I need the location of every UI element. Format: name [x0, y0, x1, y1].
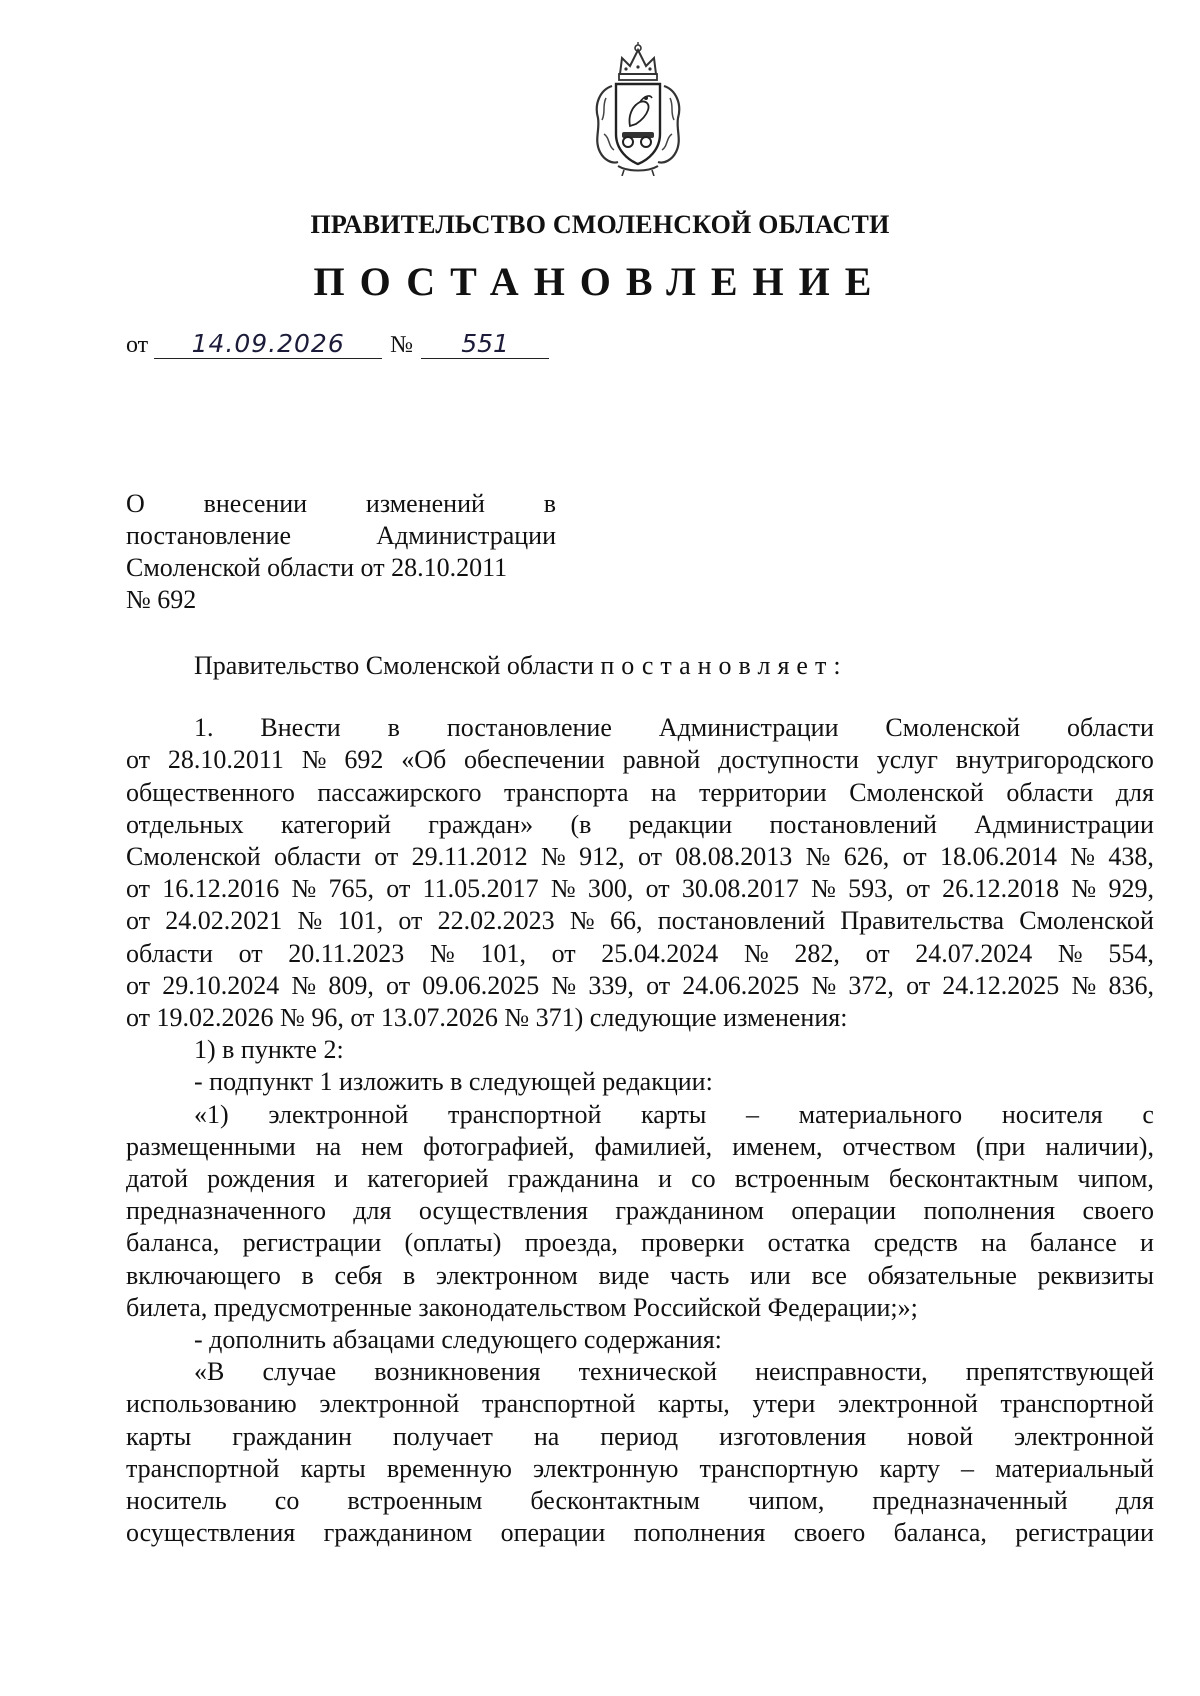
word: отдельных [126, 809, 244, 839]
word: № [291, 970, 317, 1000]
word: от [238, 938, 263, 968]
word: 593, [848, 874, 894, 904]
document-type-title: ПОСТАНОВЛЕНИЕ [313, 259, 887, 304]
word: 30.08.2017 [681, 874, 799, 904]
word: постановлений [657, 906, 826, 936]
word: гражданина [507, 1164, 639, 1194]
body-line: - подпункт 1 изложить в следующей редакции: [194, 1067, 713, 1097]
word: использованию [126, 1389, 297, 1419]
body-line [126, 905, 1154, 937]
word: пассажирского [317, 777, 482, 807]
word: от [551, 938, 576, 968]
word: регистрации [242, 1228, 382, 1258]
word: Смоленской [1019, 906, 1154, 936]
word: постановлений [769, 809, 937, 839]
word: чипом, [1077, 1164, 1154, 1194]
word: операции [500, 1518, 606, 1548]
word: баланса, [893, 1518, 987, 1548]
word: 836, [1108, 970, 1154, 1000]
word: временную [386, 1453, 512, 1483]
word: и [1140, 1228, 1154, 1258]
word: 438, [1108, 842, 1154, 872]
word: № [291, 874, 317, 904]
word: «В [194, 1357, 225, 1387]
word: транспортной [1000, 1389, 1154, 1419]
word: нем [361, 1131, 404, 1161]
word: 809, [328, 970, 374, 1000]
body-line [126, 841, 1154, 873]
word: баланса, [126, 1228, 220, 1258]
body-line [126, 1421, 1154, 1453]
word: своего [793, 1518, 866, 1548]
word: размещенными [126, 1131, 296, 1161]
word: Смоленской [126, 842, 261, 872]
word: от [902, 842, 927, 872]
word: возникновения [374, 1357, 541, 1387]
word: области [273, 842, 361, 872]
word: № [540, 842, 566, 872]
word: средств [873, 1228, 958, 1258]
word: проезда, [524, 1228, 618, 1258]
body-line: билета, предусмотренные законодательством Российской Федерации;»; [126, 1292, 918, 1322]
word: обеспечении [464, 745, 605, 775]
word: регистрации [1015, 1518, 1154, 1548]
word: электронной [268, 1099, 409, 1129]
word: области [1067, 713, 1154, 743]
word: на [315, 1131, 342, 1161]
word: в [301, 1260, 314, 1290]
word: транспортной [447, 1099, 602, 1129]
word: № [1057, 938, 1083, 968]
word: носитель [126, 1486, 227, 1516]
preamble: Правительство Смоленской области постановляет: [194, 651, 848, 680]
word: Администрации [658, 713, 839, 743]
word: в [387, 713, 400, 743]
subject-line-3: Смоленской области от 28.10.2011 [126, 553, 508, 582]
word: рождения [207, 1164, 316, 1194]
word: гражданином [323, 1518, 473, 1548]
body-line [126, 1099, 1154, 1131]
word: территории [699, 777, 827, 807]
word: равной [622, 745, 701, 775]
word: Правительства [840, 906, 1004, 936]
word: 08.08.2013 [675, 842, 793, 872]
word: от [386, 970, 411, 1000]
word: 20.11.2023 [288, 938, 405, 968]
word: технической [578, 1357, 718, 1387]
word: и [658, 1164, 672, 1194]
word: услуг [876, 745, 938, 775]
word: 24.06.2025 [682, 970, 800, 1000]
word: транспортной [126, 1453, 280, 1483]
word: транспортной [481, 1389, 636, 1419]
word: постановление [446, 713, 612, 743]
word: материальный [995, 1453, 1154, 1483]
word: Смоленской [885, 713, 1021, 743]
word: для [353, 1196, 392, 1226]
word: себя [334, 1260, 383, 1290]
word: гражданином [615, 1196, 764, 1226]
word: от [865, 938, 890, 968]
document-body [126, 650, 1154, 1549]
word: на [533, 1421, 560, 1451]
word: наличии), [1045, 1131, 1154, 1161]
word: электронной [837, 1389, 978, 1419]
word: 25.04.2024 [601, 938, 719, 968]
word: № [743, 938, 769, 968]
body-line: - дополнить абзацами следующего содержания: [194, 1325, 722, 1355]
body-line [126, 1195, 1154, 1227]
word: категорией [367, 1164, 489, 1194]
date-number-line [126, 330, 549, 359]
word: № [297, 906, 323, 936]
subject-block [126, 488, 556, 616]
word: материального [798, 1099, 963, 1129]
word: от [906, 970, 931, 1000]
word: Администрации [974, 809, 1154, 839]
word: датой [126, 1164, 189, 1194]
body-line [126, 938, 1154, 970]
word: фамилией, [594, 1131, 713, 1161]
word: 22.02.2023 [437, 906, 555, 936]
word: № [811, 874, 836, 904]
word: 11.05.2017 [422, 874, 539, 904]
body-line [126, 712, 1154, 744]
body-line [126, 777, 1154, 809]
word: проверки [641, 1228, 745, 1258]
body-line [126, 1356, 1154, 1388]
body-line [126, 970, 1154, 1002]
body-line: от 19.02.2026 № 96, от 13.07.2026 № 371) следующие изменения: [126, 1003, 848, 1033]
word: Внести [260, 713, 341, 743]
word: от [126, 874, 151, 904]
word: период [600, 1421, 679, 1451]
word: (оплаты) [404, 1228, 502, 1258]
word: все [811, 1260, 847, 1290]
word: 554, [1108, 938, 1154, 968]
word: неисправности, [755, 1357, 928, 1387]
word: № [551, 970, 577, 1000]
word: со [274, 1486, 300, 1516]
body-line [126, 873, 1154, 905]
word: № [1071, 970, 1097, 1000]
word: 929, [1108, 874, 1154, 904]
word: часть [670, 1260, 730, 1290]
word: граждан» [428, 809, 534, 839]
word: карты [300, 1453, 366, 1483]
body-text-lines [126, 712, 1154, 1549]
handwritten-number: 551 [421, 330, 549, 359]
word: своего [1082, 1196, 1154, 1226]
word: электронной [1014, 1421, 1154, 1451]
word: карты [126, 1421, 192, 1451]
word: от [126, 745, 151, 775]
word: новой [907, 1421, 974, 1451]
subject-line-1: О внесении изменений в [126, 489, 556, 518]
word: транспорта [504, 777, 629, 807]
word: (в [570, 809, 592, 839]
word: включающего [126, 1260, 281, 1290]
body-line [126, 1227, 1154, 1259]
word: от [126, 906, 151, 936]
word: электронную [532, 1453, 679, 1483]
word: электронном [435, 1260, 578, 1290]
word: препятствующей [965, 1357, 1154, 1387]
word: от [646, 970, 671, 1000]
word: от [905, 874, 930, 904]
word: 29.10.2024 [162, 970, 280, 1000]
word: – [746, 1099, 759, 1129]
word: № [1071, 874, 1097, 904]
word: 339, [588, 970, 634, 1000]
word: № [550, 874, 576, 904]
word: 300, [587, 874, 634, 904]
word: (при [975, 1131, 1026, 1161]
body-line [126, 1131, 1154, 1163]
word: карту [879, 1453, 940, 1483]
word: № [429, 938, 455, 968]
word: № [811, 970, 837, 1000]
word: области [126, 938, 213, 968]
word: электронной [319, 1389, 460, 1419]
word: обязательные [867, 1260, 1017, 1290]
word: с [1142, 1099, 1154, 1129]
word: на [981, 1228, 1007, 1258]
word: карты [641, 1099, 707, 1129]
subject-line-2: постановление Администрации [126, 521, 556, 550]
word: встроенным [734, 1164, 870, 1194]
word: осуществления [418, 1196, 589, 1226]
word: для [1115, 1486, 1154, 1516]
word: от [637, 842, 662, 872]
word: карты, [658, 1389, 730, 1419]
word: редакции [628, 809, 733, 839]
body-line [126, 1163, 1154, 1195]
government-title: ПРАВИТЕЛЬСТВО СМОЛЕНСКОЙ ОБЛАСТИ [310, 210, 890, 239]
word: 29.11.2012 [411, 842, 528, 872]
word: встроенным [347, 1486, 483, 1516]
word: предназначенный [872, 1486, 1068, 1516]
body-line [126, 1453, 1154, 1485]
word: отчеством [842, 1131, 956, 1161]
word: остатка [767, 1228, 851, 1258]
word: изготовления [719, 1421, 867, 1451]
word: бесконтактным [888, 1164, 1059, 1194]
smolensk-coat-of-arms-icon [582, 40, 694, 176]
word: от [398, 906, 423, 936]
word: № [301, 745, 327, 775]
word: № [805, 842, 831, 872]
word: категорий [281, 809, 391, 839]
word: реквизиты [1037, 1260, 1154, 1290]
word: в [402, 1260, 416, 1290]
word: 18.06.2014 [939, 842, 1057, 872]
word: носителя [1001, 1099, 1103, 1129]
word: 09.06.2025 [422, 970, 540, 1000]
word: – [961, 1453, 975, 1483]
word: 26.12.2018 [942, 874, 1060, 904]
word: виде [598, 1260, 650, 1290]
word: чипом, [747, 1486, 825, 1516]
word: получает [392, 1421, 493, 1451]
word: 765, [328, 874, 375, 904]
word: и [334, 1164, 349, 1194]
body-line [126, 1260, 1154, 1292]
body-line [126, 1485, 1154, 1517]
word: № [569, 906, 595, 936]
preamble-spaced-word: постановляет: [600, 651, 848, 680]
word: для [1115, 777, 1154, 807]
word: 101, [337, 906, 384, 936]
word: 24.02.2021 [165, 906, 283, 936]
word: «1) [194, 1099, 229, 1129]
body-line [126, 744, 1154, 776]
word: осуществления [126, 1518, 296, 1548]
word: 101, [480, 938, 526, 968]
word: пополнения [633, 1518, 766, 1548]
word: № [1070, 842, 1096, 872]
word: от [126, 970, 151, 1000]
word: пополнения [923, 1196, 1056, 1226]
word: 16.12.2016 [162, 874, 280, 904]
word: общественного [126, 777, 295, 807]
subject-line-4: № 692 [126, 585, 197, 614]
word: утери [752, 1389, 816, 1419]
word: 692 [344, 745, 384, 775]
word: от [386, 874, 411, 904]
word: от [645, 874, 670, 904]
word: 626, [843, 842, 890, 872]
word: предназначенного [126, 1196, 326, 1226]
word: 1. [194, 713, 214, 743]
handwritten-date: 14.09.2026 [154, 330, 382, 359]
word: случае [262, 1357, 337, 1387]
word: Смоленской [849, 777, 984, 807]
word: 24.07.2024 [915, 938, 1033, 968]
word: области [1006, 777, 1094, 807]
body-line [126, 1388, 1154, 1420]
body-line [126, 1517, 1154, 1549]
word: балансе [1029, 1228, 1117, 1258]
word: именем, [732, 1131, 823, 1161]
word: 372, [848, 970, 894, 1000]
number-prefix: № [390, 332, 414, 358]
word: фотографией, [423, 1131, 575, 1161]
body-line: 1) в пункте 2: [194, 1035, 344, 1065]
word: 24.12.2025 [942, 970, 1060, 1000]
word: 282, [794, 938, 840, 968]
date-prefix: от [126, 332, 149, 358]
word: гражданин [232, 1421, 352, 1451]
word: 912, [579, 842, 625, 872]
word: доступности [718, 745, 859, 775]
word: операции [791, 1196, 897, 1226]
word: «Об [401, 745, 447, 775]
word: 66, [609, 906, 643, 936]
body-line [126, 809, 1154, 841]
word: 28.10.2011 [167, 745, 284, 775]
word: или [750, 1260, 791, 1290]
word: на [651, 777, 677, 807]
word: внутригородского [955, 745, 1154, 775]
word: бесконтактным [530, 1486, 700, 1516]
word: транспортную [699, 1453, 859, 1483]
word: со [691, 1164, 716, 1194]
word: от [374, 842, 399, 872]
